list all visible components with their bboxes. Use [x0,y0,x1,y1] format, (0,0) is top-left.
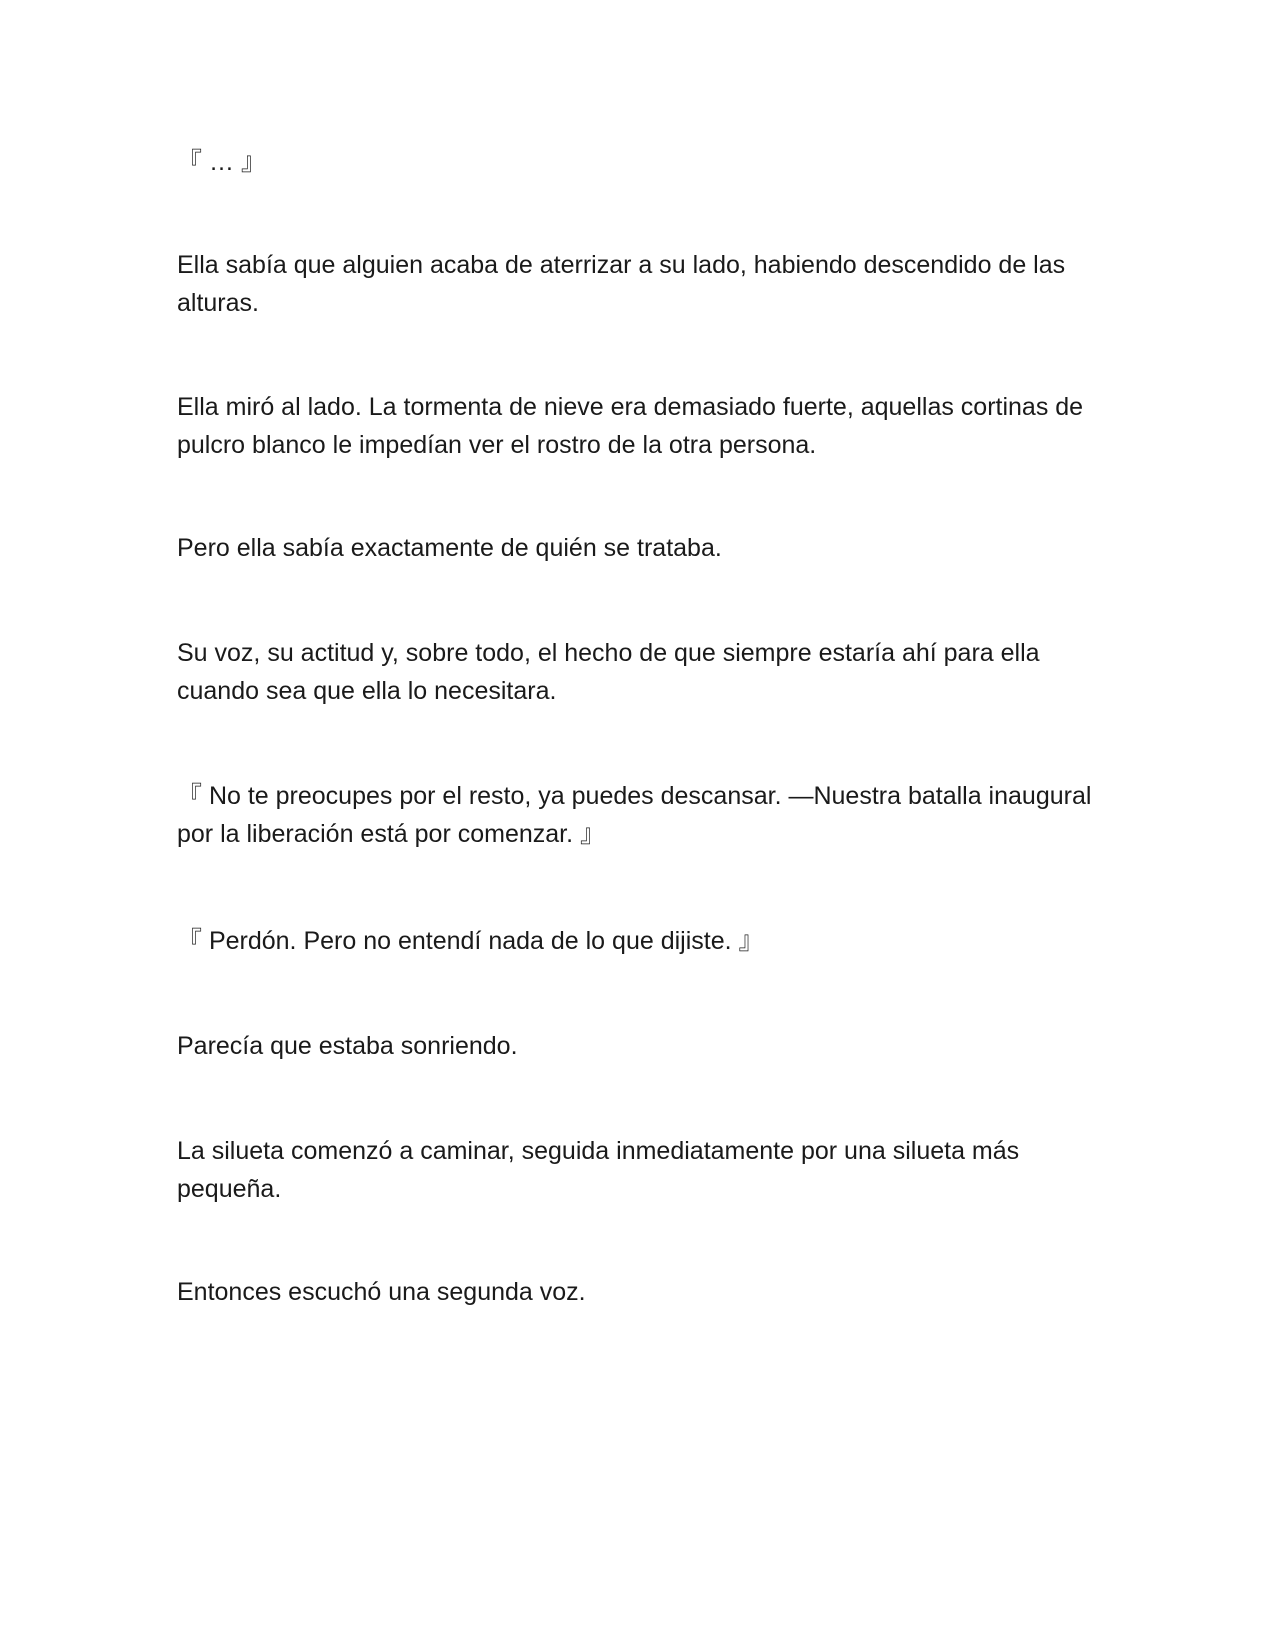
paragraph-narration: Entonces escuchó una segunda voz. [177,1278,586,1306]
paragraph-narration: Ella sabía que alguien acaba de aterrizar a su lado, habiendo descendido de las alturas. [177,251,1066,317]
paragraph-dialogue-ellipsis: 『 … 』 [177,148,266,176]
paragraph-narration: Ella miró al lado. La tormenta de nieve era demasiado fuerte, aquellas cortinas de pulcro blanco le impedían ver el rostro de la otra persona. [177,393,1084,459]
paragraph-dialogue: 『 No te preocupes por el resto, ya puedes descansar. —Nuestra batalla inaugural por la liberación está por comenzar. 』 [177,782,1092,848]
paragraph-narration: La silueta comenzó a caminar, seguida inmediatamente por una silueta más pequeña. [177,1137,1020,1203]
paragraph-dialogue: 『 Perdón. Pero no entendí nada de lo que dijiste. 』 [177,927,764,955]
paragraph-narration: Su voz, su actitud y, sobre todo, el hecho de que siempre estaría ahí para ella cuando sea que ella lo necesitara. [177,639,1040,705]
paragraph-narration: Pero ella sabía exactamente de quién se trataba. [177,534,722,562]
paragraph-narration: Parecía que estaba sonriendo. [177,1032,518,1060]
